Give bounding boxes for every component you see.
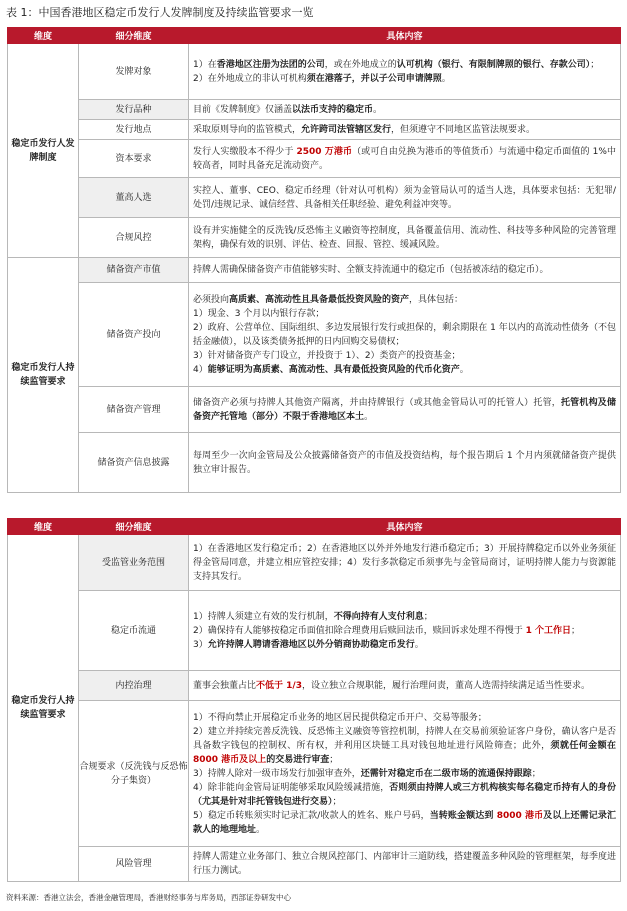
- content-line: [193, 184, 616, 212]
- text-run: 4）除非能向金管局证明能够采取风险缓减措施，: [193, 782, 390, 793]
- text-run: 。: [459, 364, 469, 375]
- sub-dimension-cell: 储备资产管理: [79, 387, 189, 433]
- content-line: [193, 781, 616, 809]
- table-row: [8, 178, 621, 218]
- table-header-row: [8, 28, 621, 44]
- emphasis-text: 允许跨司法管辖区发行: [301, 124, 392, 135]
- text-run: 2）在外地成立的非认可机构: [193, 73, 307, 84]
- emphasis-text: 不得向持有人支付利息: [333, 611, 424, 622]
- source-note: 资料来源：香港立法会，香港金融管理局，香港财经事务与库务局，西部证券研发中心: [6, 893, 291, 902]
- text-run: 持牌人需确保储备资产市值能够实时、全额支持流通中的稳定币（包括被冻结的稳定币）。: [193, 265, 549, 275]
- text-run: 5）稳定币转账须实时记录汇款/收款人的姓名、账户号码，: [193, 810, 430, 821]
- emphasis-text: 能够证明为高质素、高流动性、具有最低投资风险的代币化资产: [207, 364, 460, 375]
- content-line: [193, 103, 616, 117]
- sub-dimension-cell: 合规风控: [79, 218, 189, 258]
- content-line: [193, 263, 616, 277]
- sub-dimension-cell: 发行地点: [79, 120, 189, 140]
- licensing-table: [7, 27, 621, 493]
- content-line: [193, 711, 616, 725]
- text-run: 实控人、董事、CEO、稳定币经理（针对认可机构）须为金管局认可的适当人选，具体要求包括：无犯罪/处罚/违规记录、诚信经营、具备相关任职经验、避免利益冲突等。: [193, 185, 616, 210]
- text-run: ；: [332, 796, 342, 807]
- dimension-cell: 稳定币发行人持续监管要求: [8, 535, 79, 882]
- content-cell: [189, 283, 621, 387]
- content-cell: [189, 671, 621, 701]
- text-run: 。: [373, 104, 383, 115]
- table-row: [8, 140, 621, 178]
- content-line: [193, 767, 616, 781]
- text-run: 1）在香港地区发行稳定币；2）在香港地区以外并外地发行港币稳定币；3）开展持牌稳定币以外业务须征得金管局同意，并建立相应管控安排；4）发行多款稳定币须事先与金管局商讨，证明持牌人能力与资源能支持其发行。: [193, 543, 616, 582]
- emphasis-text: 香港地区注册为法团的公司: [216, 59, 325, 70]
- content-cell: [189, 433, 621, 493]
- text-run: ；: [590, 59, 600, 70]
- content-line: [193, 449, 616, 477]
- dimension-cell: 稳定币发行人发牌制度: [8, 44, 79, 258]
- content-line: [193, 638, 616, 652]
- emphasis-text: 允许持牌人聘请香港地区以外分销商协助稳定币发行: [207, 639, 415, 650]
- text-run: ；: [329, 754, 339, 765]
- table-row: [8, 433, 621, 493]
- content-cell: [189, 258, 621, 283]
- table-row: [8, 218, 621, 258]
- content-cell: [189, 120, 621, 140]
- table-row: [8, 671, 621, 701]
- content-cell: [189, 591, 621, 671]
- text-run: 1）在: [193, 59, 217, 70]
- text-run: 2）确保持有人能够按稳定币面值扣除合理费用后赎回法币，赎回诉求处理不得慢于: [193, 625, 526, 636]
- emphasis-text: 当转账金额达到: [429, 810, 497, 821]
- table-header-row: [8, 519, 621, 535]
- text-run: 发行人实缴股本不得少于: [193, 146, 297, 157]
- sub-dimension-cell: 发行品种: [79, 100, 189, 120]
- content-line: [193, 123, 616, 137]
- emphasis-text: 须就任何金额在: [550, 740, 616, 751]
- table-row: [8, 591, 621, 671]
- sub-dimension-cell: 发牌对象: [79, 44, 189, 100]
- table-row: [8, 847, 621, 882]
- content-line: [193, 679, 616, 693]
- text-run: 3）: [193, 639, 208, 650]
- sub-dimension-cell: 稳定币流通: [79, 591, 189, 671]
- text-run: 2）政府、公营单位、国际组织、多边发展银行发行或担保的，剩余期限在 1 年以内的高流动性债务（不包括金融债），以及该类债务抵押的日内回购交易债权；: [193, 322, 616, 347]
- text-run: ，具体包括：: [409, 294, 464, 305]
- header-dimension: 维度: [8, 519, 79, 535]
- header-dimension: 维度: [8, 28, 79, 44]
- table-caption: 表 1：中国香港地区稳定币发行人发牌制度及持续监管要求一览: [6, 6, 314, 19]
- content-line: [193, 725, 616, 767]
- sub-dimension-cell: 储备资产市值: [79, 258, 189, 283]
- sub-dimension-cell: 内控治理: [79, 671, 189, 701]
- content-cell: [189, 218, 621, 258]
- content-line: [193, 72, 616, 86]
- sub-dimension-cell: 资本要求: [79, 140, 189, 178]
- text-run: ；: [571, 625, 581, 636]
- table-row: [8, 44, 621, 100]
- ongoing-supervision-table: [7, 518, 621, 882]
- text-run: 储备资产必须与持牌人其他资产隔离，并由持牌银行（或其他金管局认可的托管人）托管，: [193, 397, 561, 408]
- content-cell: [189, 140, 621, 178]
- sub-dimension-cell: 受监管业务范围: [79, 535, 189, 591]
- text-run: 。: [364, 411, 374, 422]
- text-run: 1）持牌人须建立有效的发行机制，: [193, 611, 334, 622]
- table-row: [8, 120, 621, 140]
- content-line: [193, 624, 616, 638]
- emphasis-text: 认可机构（银行、有限制牌照的银行、存款公司）: [396, 59, 591, 70]
- table-row: [8, 258, 621, 283]
- table-row: [8, 100, 621, 120]
- text-run: 3）持牌人除对一级市场发行加强审查外，: [193, 768, 361, 779]
- content-cell: [189, 100, 621, 120]
- content-line: [193, 58, 616, 72]
- highlight-figure: 1 个工作日: [525, 625, 571, 636]
- text-run: （或可自由兑换为港币的等值货币）与流通中稳定币面值的 1%中较高者，同时具备充足流动资产。: [193, 146, 617, 171]
- header-content: 具体内容: [189, 519, 621, 535]
- sub-dimension-cell: 风险管理: [79, 847, 189, 882]
- content-line: [193, 542, 616, 584]
- emphasis-text: 须在港落子，并以子公司申请牌照: [306, 73, 442, 84]
- table-row: [8, 283, 621, 387]
- text-run: 必须投向: [193, 294, 230, 305]
- content-line: [193, 321, 616, 349]
- content-line: [193, 349, 616, 363]
- highlight-figure: 8000 港币及以上: [193, 754, 267, 765]
- text-run: 采取原则导向的监管模式，: [193, 124, 302, 135]
- content-line: [193, 293, 616, 307]
- content-cell: [189, 701, 621, 847]
- content-line: [193, 396, 616, 424]
- text-run: 董事会独董占比: [193, 680, 257, 691]
- text-run: 。: [441, 73, 451, 84]
- header-sub-dimension: 细分维度: [79, 28, 189, 44]
- text-run: 。: [256, 824, 266, 835]
- content-line: [193, 307, 616, 321]
- header-content: 具体内容: [189, 28, 621, 44]
- content-line: [193, 145, 616, 173]
- highlight-figure: 2500 万港币: [296, 146, 353, 157]
- text-run: 3）针对储备资产专门设立，并投资于 1）、2）类资产的投资基金；: [193, 350, 461, 361]
- text-run: ；: [423, 611, 433, 622]
- content-cell: [189, 387, 621, 433]
- content-line: [193, 224, 616, 252]
- text-run: ，但须遵守不同地区监管法规要求。: [391, 124, 536, 135]
- text-run: 持牌人需建立业务部门、独立合规风控部门、内部审计三道防线，搭建覆盖多种风险的管理框架，每季度进行压力测试。: [193, 852, 617, 876]
- highlight-figure: 8000 港币: [496, 810, 544, 821]
- text-run: 设有并实施健全的反洗钱/反恐怖主义融资等控制度，具备覆盖信用、流动性、科技等多种风险的完善管理架构，确保有效的识别、评估、检查、回报、管控、缓减风险。: [193, 225, 616, 250]
- text-run: 1）不得向禁止开展稳定币业务的地区居民提供稳定币开户、交易等服务；: [193, 712, 487, 723]
- content-cell: [189, 847, 621, 882]
- table-row: [8, 387, 621, 433]
- emphasis-text: 以法币支持的稳定币: [292, 104, 374, 115]
- text-run: 。: [414, 639, 424, 650]
- table-row: [8, 535, 621, 591]
- text-run: ，设立独立合规职能，履行治理问责，董高人选需持续满足适当性要求。: [301, 680, 590, 691]
- text-run: ，或在外地成立的: [324, 59, 397, 70]
- content-line: [193, 809, 616, 837]
- content-cell: [189, 44, 621, 100]
- emphasis-text: 还需针对稳定币在二级市场的流通保持跟踪: [360, 768, 532, 779]
- text-run: 4）: [193, 364, 208, 375]
- content-cell: [189, 535, 621, 591]
- content-line: [193, 363, 616, 377]
- emphasis-text: 的交易进行审查: [266, 754, 330, 765]
- sub-dimension-cell: 储备资产投向: [79, 283, 189, 387]
- emphasis-text: 及以上还需记录汇款人的地理地址: [193, 810, 616, 835]
- content-cell: [189, 178, 621, 218]
- sub-dimension-cell: 储备资产信息披露: [79, 433, 189, 493]
- dimension-cell: 稳定币发行人持续监管要求: [8, 258, 79, 493]
- sub-dimension-cell: 合规要求（反洗钱与反恐怖分子集资）: [79, 701, 189, 847]
- header-sub-dimension: 细分维度: [79, 519, 189, 535]
- emphasis-text: 托管机构及储备资产托管地（部分）不限于香港地区本土: [193, 397, 616, 422]
- text-run: 目前《发牌制度》仅涵盖: [193, 104, 293, 115]
- emphasis-text: 否则须由持牌人或三方机构核实每名稳定币持有人的身份（尤其是针对非托管钱包进行交易）: [193, 782, 616, 807]
- emphasis-text: 高质素、高流动性且具备最低投资风险的资产: [229, 294, 410, 305]
- highlight-figure: 不低于 1/3: [256, 680, 302, 691]
- content-line: [193, 610, 616, 624]
- text-run: ；: [531, 768, 541, 779]
- table-row: [8, 701, 621, 847]
- text-run: 每周至少一次向金管局及公众披露储备资产的市值及投资结构，每个报告期后 1 个月内须就储备资产提供独立审计报告。: [193, 450, 616, 475]
- text-run: 1）现金、3 个月以内银行存款；: [193, 308, 325, 319]
- sub-dimension-cell: 董高人选: [79, 178, 189, 218]
- text-run: 2）建立并持续完善反洗钱、反恐怖主义融资等管控机制，持牌人在交易前须验证客户身份，确认客户是否具备数字钱包的控制权、所有权，并利用区块链工具对钱包地址进行风险筛查；此外，: [193, 726, 616, 751]
- content-line: [193, 850, 616, 878]
